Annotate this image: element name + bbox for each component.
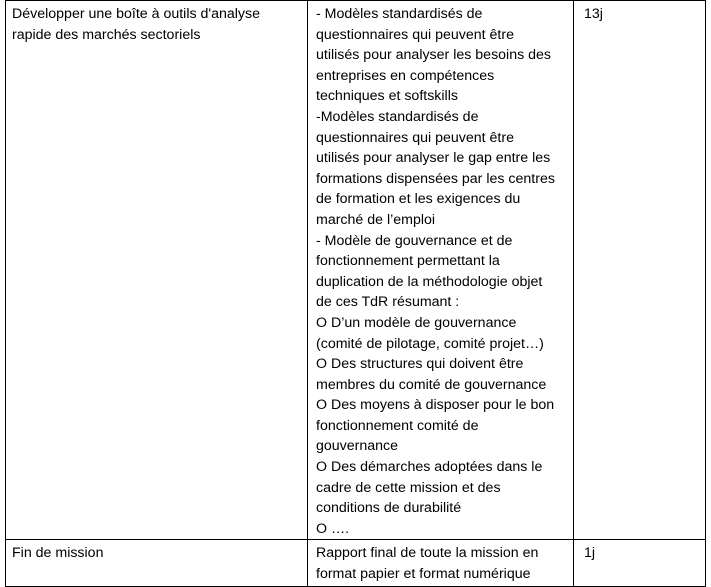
deliverable-text-line: utilisés pour analyser les besoins des	[316, 47, 552, 64]
deliverable-text-line: Rapport final de toute la mission en	[316, 545, 539, 562]
deliverable-text-line: questionnaires qui peuvent être	[316, 26, 514, 43]
deliverable-text-line: techniques et softskills	[316, 88, 458, 105]
duration-value: 13j	[584, 6, 603, 22]
deliverable-text-line: -Modèles standardisés de	[316, 108, 479, 125]
deliverable-text-line: membres du comité de gouvernance	[316, 376, 547, 393]
deliverable-text-line: marché de l’emploi	[316, 211, 436, 228]
deliverable-text-line: O Des moyens à disposer pour le bon	[316, 397, 555, 414]
deliverable-text-line: fonctionnement permettant la	[316, 253, 500, 270]
deliverable-text-line: - Modèle de gouvernance et de	[316, 232, 513, 249]
deliverable-text-line: questionnaires qui peuvent être	[316, 129, 514, 146]
deliverable-text-line: O D’un modèle de gouvernance	[316, 314, 517, 331]
deliverable-text-line: conditions de durabilité	[316, 500, 462, 517]
deliverable-text-line: format papier et format numérique	[316, 566, 531, 583]
deliverable-text-line: gouvernance	[316, 438, 399, 455]
activity-text-line: Développer une boîte à outils d'analyse	[12, 6, 261, 22]
activity-table	[5, 0, 706, 587]
duration-cell	[574, 1, 706, 540]
deliverable-text-line: O Des structures qui doivent être	[316, 356, 524, 373]
deliverable-text-line: de ces TdR résumant :	[316, 294, 460, 311]
deliverable-text-line: fonctionnement comité de	[316, 417, 479, 434]
table-row	[6, 540, 706, 587]
deliverable-text-line: cadre de cette mission et des	[316, 479, 501, 496]
deliverable-cell	[308, 540, 574, 587]
duration-cell	[574, 540, 706, 587]
duration-value: 1j	[584, 545, 596, 562]
deliverable-text-line: - Modèles standardisés de	[316, 6, 483, 22]
activity-text-line: rapide des marchés sectoriels	[12, 26, 201, 43]
deliverable-cell	[308, 1, 574, 540]
deliverable-text-line: utilisés pour analyser le gap entre les	[316, 150, 551, 167]
activity-cell	[6, 1, 308, 540]
deliverable-text-line: duplication de la méthodologie objet	[316, 273, 543, 290]
deliverable-text-line: O ….	[316, 520, 350, 537]
deliverable-text-line: (comité de pilotage, comité projet…)	[316, 335, 544, 352]
deliverable-text-line: O Des démarches adoptées dans le	[316, 459, 543, 476]
deliverable-text-line: entreprises en compétences	[316, 67, 495, 84]
activity-cell	[6, 540, 308, 587]
deliverable-text-line: de formation et les exigences du	[316, 191, 521, 208]
table-row	[6, 1, 706, 540]
deliverable-text-line: formations dispensées par les centres	[316, 170, 555, 187]
activity-text-line: Fin de mission	[12, 545, 104, 562]
